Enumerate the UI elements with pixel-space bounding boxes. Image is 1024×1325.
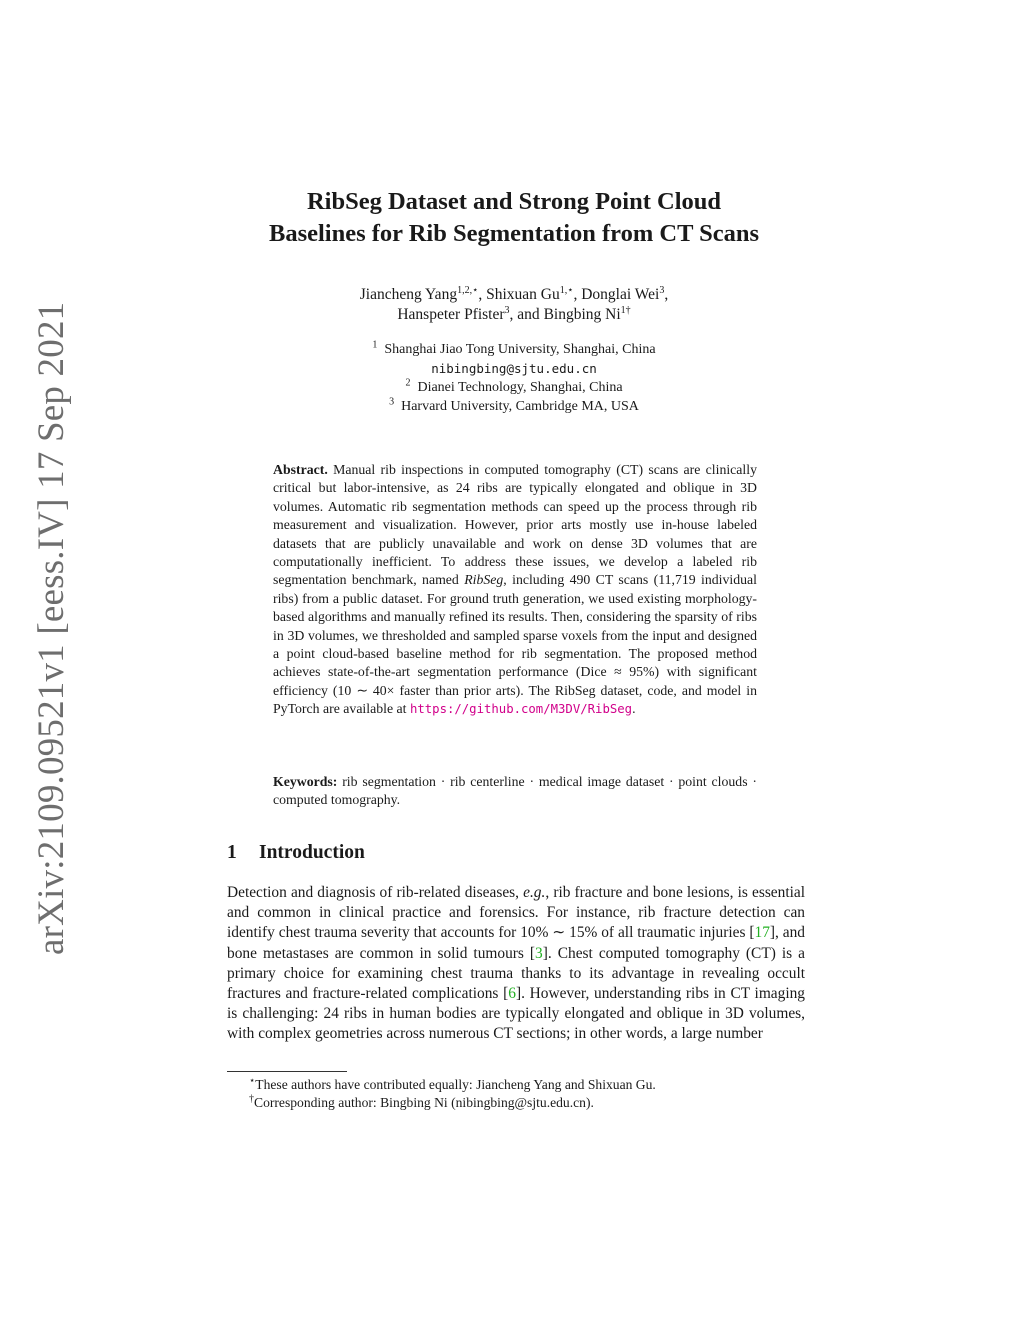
affiliation-number: 1: [372, 339, 378, 351]
intro-text: ]. Chest computed tomography (CT) is a primary choice for examining chest trauma thanks to its advantage in revealing occult fractures and fracture-related complications [: [227, 944, 805, 1003]
section-heading: [227, 842, 365, 864]
affiliation-text: Harvard University, Cambridge MA, USA: [401, 398, 639, 414]
footnote-text: These authors have contributed equally: Jiancheng Yang and Shixuan Gu.: [255, 1077, 656, 1092]
footnote-mark: ⋆: [249, 1075, 256, 1087]
author-affiliation-mark: 1,⋆: [559, 284, 574, 296]
footnote-mark: †: [249, 1093, 254, 1105]
paper-title: [150, 186, 878, 250]
intro-text: Detection and diagnosis of rib-related diseases,: [227, 884, 519, 901]
author-line-2: Hanspeter Pfister$^3$, and Bingbing $Ni^{1\dagger}$: [397, 304, 631, 323]
email-text: nibingbing@sjtu.edu.cn: [431, 360, 597, 376]
keywords-label: Keywords:: [273, 774, 338, 789]
arxiv-identifier: arXiv:2109.09521v1 [eess.IV] 17 Sep 2021: [31, 301, 72, 955]
title-line-1: RibSeg Dataset and Strong Point Cloud: [306, 188, 722, 215]
author-list: [150, 285, 878, 325]
author-affiliation-mark: 1†: [620, 304, 631, 316]
dataset-name: RibSeg: [464, 572, 504, 588]
author-name: Jiancheng Yang: [359, 286, 458, 303]
keywords: [273, 773, 757, 810]
footnote-text: Corresponding author: Bingbing Ni (nibingbing@sjtu.edu.cn).: [254, 1095, 594, 1111]
intro-text: ]. However, understanding ribs in CT imaging is challenging: 24 ribs in human bodies are typically elongated and oblique in 3D volumes, with complex geometries across numerous CT sections; in other words, a large number: [227, 985, 805, 1043]
abstract-label: Abstract.: [273, 462, 328, 477]
footnote-divider: [227, 1071, 347, 1072]
affiliation-list: [150, 341, 878, 416]
abstract-text: , including 490 CT scans (11,719 individual ribs) from a public dataset. For ground truth generation, we used existing morphology-based algorithms and manually refined its results. Then, considering the sparsity of ribs in 3D volumes, we thresholded and sampled sparse voxels from the input and designed a point cloud-based baseline method for rib segmentation. The proposed method achieves state-of-the-art segmentation performance (Dice ≈ 95%) with significant efficiency (10 ∼ 40× faster than prior arts). The RibSeg dataset, code, and model in PyTorch are available at: [273, 572, 758, 717]
abstract: [273, 461, 757, 719]
section-title-text: Introduction: [259, 842, 365, 863]
citation-link[interactable]: 17: [754, 924, 770, 942]
citation-link[interactable]: 3: [535, 944, 543, 962]
footnotes: [227, 1076, 805, 1112]
intro-text: ], and bone metastases are common in solid tumours [: [227, 924, 805, 962]
affiliation-3: [150, 395, 878, 417]
author-affiliation-mark: 3: [659, 284, 665, 296]
intro-text: , rib fracture and bone lesions, is essential and common in clinical practice and forensics. For instance, rib fracture detection can identify chest trauma severity that accounts for 10% ∼ 15% of all traumatic injuries [: [227, 884, 805, 942]
affiliation-number: 2: [405, 377, 411, 389]
footnote-2: [227, 1094, 805, 1112]
intro-eg: e.g.: [523, 884, 546, 901]
title-line-2: Baselines for Rib Segmentation from CT Scans: [268, 220, 760, 247]
footnote-1: [227, 1076, 805, 1094]
author-name: Shixuan Gu: [486, 286, 560, 303]
affiliation-text: Shanghai Jiao Tong University, Shanghai, China: [384, 342, 656, 357]
author-name: Bingbing Ni: [543, 306, 621, 323]
affiliation-2: [150, 379, 878, 398]
abstract-end: .: [632, 701, 636, 717]
repository-link[interactable]: https://github.com/M3DV/RibSeg: [409, 702, 633, 717]
author-affiliation-mark: 1,2,⋆: [457, 284, 479, 296]
author-name: Hanspeter Pfister: [397, 306, 505, 323]
citation-link[interactable]: 6: [508, 985, 516, 1003]
section-number: 1: [227, 842, 237, 863]
affiliation-text: Dianei Technology, Shanghai, China: [417, 380, 623, 395]
author-line-1: Jiancheng Yang$^{1,2,⋆}$, Shixuan $Gu^{1,⋆}$, Donglai Wei$^3$,: [359, 284, 669, 303]
author-affiliation-mark: 3: [504, 304, 510, 316]
author-name: Donglai Wei: [581, 286, 660, 303]
affiliation-1: [150, 341, 878, 360]
intro-paragraph: [227, 883, 805, 1045]
keywords-text: rib segmentation · rib centerline · medical image dataset · point clouds · computed tomography.: [273, 774, 757, 808]
contact-email: [150, 360, 878, 380]
abstract-text: Manual rib inspections in computed tomography (CT) scans are clinically critical but labor-intensive, as 24 ribs are typically elongated and oblique in 3D volumes. Automatic rib segmentation methods can speed up the process through rib measurement and visualization. However, prior arts mostly use in-house labeled datasets that are publicly unavailable and work on dense 3D volumes that are computationally inefficient. To address these issues, we develop a labeled rib segmentation benchmark, named: [273, 462, 757, 588]
affiliation-number: 3: [389, 395, 395, 407]
